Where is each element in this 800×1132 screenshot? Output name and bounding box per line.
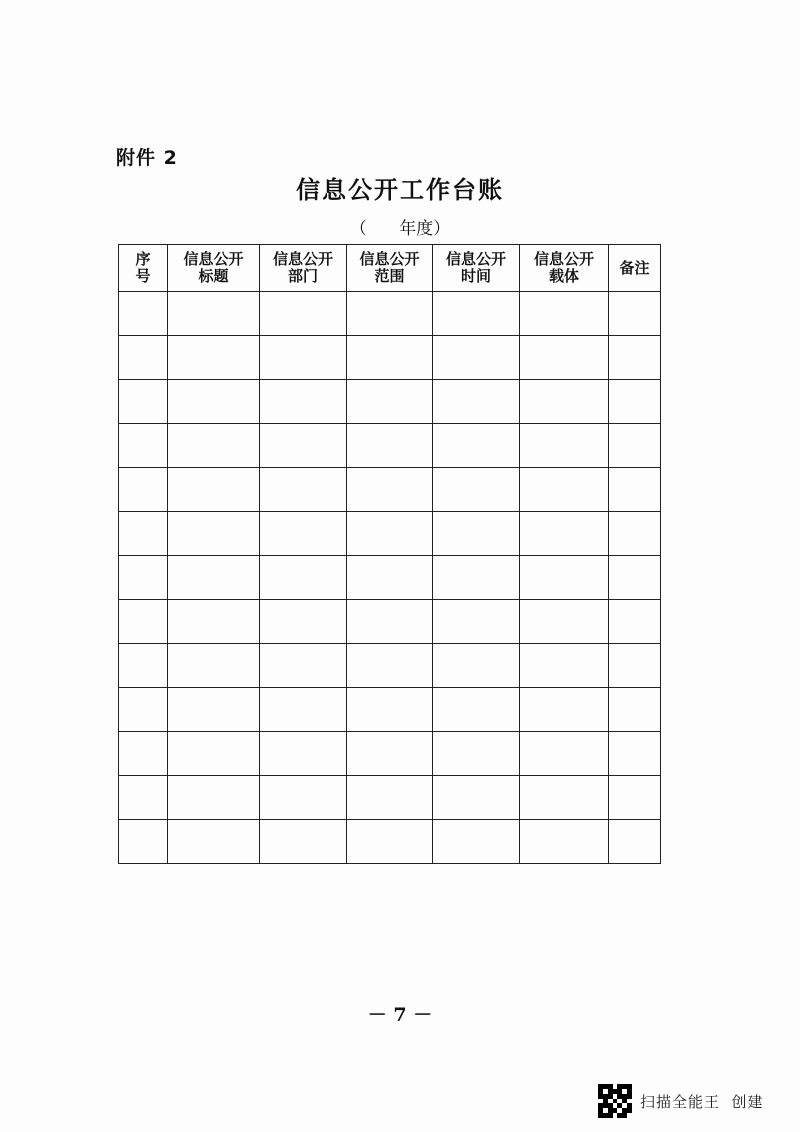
header-info-scope: 信息公开 范围 xyxy=(347,245,433,292)
table-cell xyxy=(433,732,520,776)
table-cell xyxy=(119,644,168,688)
table-cell xyxy=(347,732,433,776)
table-row xyxy=(119,820,661,864)
table-cell xyxy=(347,380,433,424)
table-cell xyxy=(520,468,609,512)
table-cell xyxy=(119,820,168,864)
table-row xyxy=(119,380,661,424)
table-cell xyxy=(168,424,260,468)
table-cell xyxy=(119,424,168,468)
table-cell xyxy=(609,600,661,644)
table-cell xyxy=(520,776,609,820)
table-cell xyxy=(260,644,347,688)
table-cell xyxy=(609,468,661,512)
table-cell xyxy=(433,292,520,336)
header-info-time: 信息公开 时间 xyxy=(433,245,520,292)
table-cell xyxy=(347,292,433,336)
table-cell xyxy=(609,644,661,688)
table-cell xyxy=(347,468,433,512)
table-cell xyxy=(433,688,520,732)
header-info-department: 信息公开 部门 xyxy=(260,245,347,292)
table-body xyxy=(119,292,661,864)
table-cell xyxy=(260,468,347,512)
table-cell xyxy=(520,556,609,600)
table-cell xyxy=(260,732,347,776)
table-cell xyxy=(609,380,661,424)
table-header-row xyxy=(119,245,661,292)
table-cell xyxy=(168,600,260,644)
table-cell xyxy=(260,336,347,380)
table-cell xyxy=(520,644,609,688)
table-row xyxy=(119,600,661,644)
table-cell xyxy=(520,732,609,776)
table-cell xyxy=(119,336,168,380)
table-cell xyxy=(347,600,433,644)
table-row xyxy=(119,292,661,336)
table-cell xyxy=(347,336,433,380)
table-cell xyxy=(168,468,260,512)
table-cell xyxy=(609,688,661,732)
table-cell xyxy=(347,688,433,732)
table-cell xyxy=(347,556,433,600)
table-cell xyxy=(609,820,661,864)
table-cell xyxy=(260,556,347,600)
year-subtitle: （ 年度） xyxy=(349,219,451,239)
document-title: 信息公开工作台账 xyxy=(296,176,504,204)
table-row xyxy=(119,424,661,468)
table-row xyxy=(119,776,661,820)
table-cell xyxy=(168,556,260,600)
table-cell xyxy=(520,600,609,644)
table-cell xyxy=(347,512,433,556)
table-cell xyxy=(168,820,260,864)
table-row xyxy=(119,644,661,688)
table-cell xyxy=(119,380,168,424)
table-cell xyxy=(168,380,260,424)
table-row xyxy=(119,336,661,380)
table-row xyxy=(119,556,661,600)
table-cell xyxy=(520,424,609,468)
table-cell xyxy=(260,424,347,468)
header-remarks: 备注 xyxy=(609,245,661,292)
table-cell xyxy=(260,292,347,336)
table-cell xyxy=(433,336,520,380)
table-cell xyxy=(119,292,168,336)
table-cell xyxy=(609,776,661,820)
table-cell xyxy=(609,556,661,600)
table-cell xyxy=(119,468,168,512)
table-cell xyxy=(168,776,260,820)
table-cell xyxy=(168,688,260,732)
table-cell xyxy=(347,820,433,864)
table-cell xyxy=(119,600,168,644)
header-info-title: 信息公开 标题 xyxy=(168,245,260,292)
page-number: － 7 － xyxy=(367,1004,433,1026)
table-cell xyxy=(260,380,347,424)
table-cell xyxy=(260,688,347,732)
table-cell xyxy=(520,292,609,336)
table-cell xyxy=(520,380,609,424)
table-cell xyxy=(260,512,347,556)
table-cell xyxy=(433,512,520,556)
table-row xyxy=(119,732,661,776)
table-row xyxy=(119,688,661,732)
table-cell xyxy=(119,556,168,600)
qr-code-icon xyxy=(598,1084,632,1118)
table-cell xyxy=(433,380,520,424)
table-row xyxy=(119,468,661,512)
table-cell xyxy=(168,644,260,688)
table-cell xyxy=(119,732,168,776)
watermark-text: 扫描全能王 创建 xyxy=(640,1092,764,1111)
scanner-watermark xyxy=(598,1082,788,1120)
table-cell xyxy=(433,644,520,688)
table-cell xyxy=(609,512,661,556)
table-cell xyxy=(260,600,347,644)
table-cell xyxy=(260,776,347,820)
table-cell xyxy=(433,556,520,600)
table-cell xyxy=(119,688,168,732)
table-cell xyxy=(347,644,433,688)
table-cell xyxy=(260,820,347,864)
table-cell xyxy=(609,292,661,336)
table-cell xyxy=(609,336,661,380)
table-cell xyxy=(433,600,520,644)
table-cell xyxy=(609,732,661,776)
header-info-carrier: 信息公开 载体 xyxy=(520,245,609,292)
table-cell xyxy=(347,776,433,820)
table-cell xyxy=(433,468,520,512)
table-cell xyxy=(119,512,168,556)
attachment-label: 附件 2 xyxy=(116,147,178,169)
table-row xyxy=(119,512,661,556)
table-cell xyxy=(609,424,661,468)
table-cell xyxy=(520,820,609,864)
table-cell xyxy=(168,292,260,336)
table-cell xyxy=(520,688,609,732)
table-cell xyxy=(433,820,520,864)
table-cell xyxy=(168,336,260,380)
ledger-table xyxy=(118,244,661,864)
table-cell xyxy=(168,512,260,556)
table-cell xyxy=(168,732,260,776)
table-cell xyxy=(347,424,433,468)
table-cell xyxy=(433,424,520,468)
table-cell xyxy=(119,776,168,820)
table-cell xyxy=(433,776,520,820)
table-cell xyxy=(520,336,609,380)
header-serial-number: 序 号 xyxy=(119,245,168,292)
table-cell xyxy=(520,512,609,556)
